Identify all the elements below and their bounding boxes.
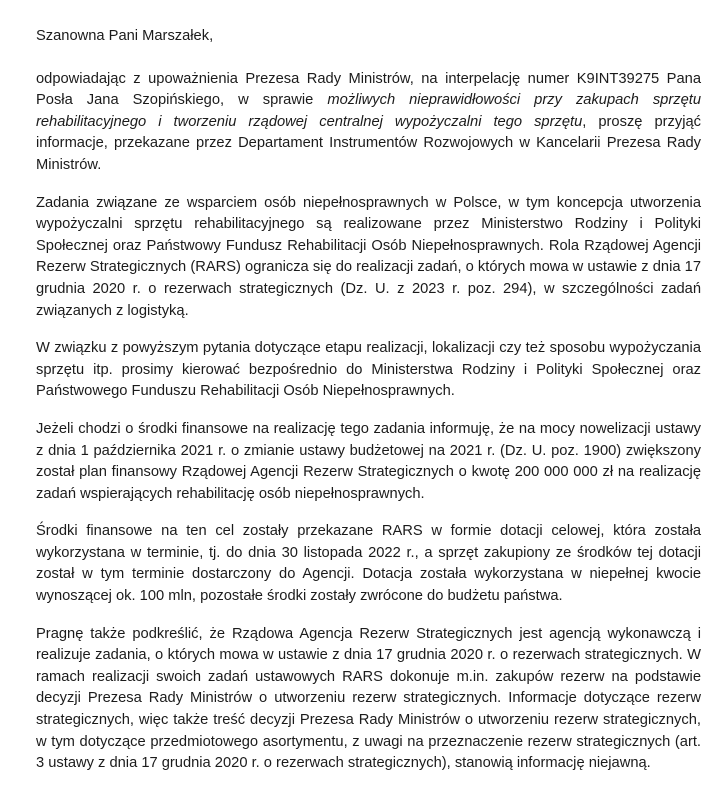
body-text: W związku z powyższym pytania dotyczące etapu realizacji, lokalizacji czy też sposobu wypożyczania sprzętu itp. prosimy kierować bezpośrednio do Ministerstwa Rodziny i Polityki Społecznej oraz Państwowego Funduszu Rehabilitacji Osób Niepełnosprawnych. [36, 340, 701, 400]
body-text: Środki finansowe na ten cel zostały przekazane RARS w formie dotacji celowej, która została wykorzystana w terminie, tj. do dnia 30 listopada 2022 r., a sprzęt zakupiony ze środków tej dotacji został w tym terminie dostarczony do Agencji. Dotacja została wykorzystana w niepełnej kwocie wynoszącej ok. 100 mln, pozostałe środki zostały zwrócone do budżetu państwa. [36, 523, 701, 605]
paragraph [36, 521, 701, 607]
paragraph [36, 69, 701, 177]
paragraph [36, 419, 701, 505]
body-text: , proszę przyjąć informacje, przekazane przez Departament Instrumentów Rozwojowych w Kancelarii Prezesa Rady Ministrów. [36, 113, 701, 173]
body-text: Pragnę także podkreślić, że Rządowa Agencja Rezerw Strategicznych jest agencją wykonawczą i realizuje zadania, o których mowa w ustawie z dnia 17 grudnia 2020 r. o rezerwach strategicznych. W ramach realizacji swoich zadań ustawowych RARS dokonuje m.in. zakupów rezerw na podstawie decyzji Prezesa Rady Ministrów o utworzeniu rezerw strategicznych. Informacje dotyczące rezerw strategicznych, więc także treść decyzji Prezesa Rady Ministrów o utworzeniu rezerw strategicznych, w tym dotyczące przedmiotowego asortymentu, z uwagi na przeznaczenie rezerw strategicznych (art. 3 ustawy z dnia 17 grudnia 2020 r. o rezerwach strategicznych), stanowią informację niejawną. [36, 625, 701, 772]
salutation: Szanowna Pani Marszałek, [36, 28, 214, 44]
paragraph [36, 193, 701, 323]
body-text: odpowiadając z upoważnienia Prezesa Rady Ministrów, na interpelację numer K9INT39275 Pana Posła Jana Szopińskiego, w sprawie [36, 70, 701, 109]
italic-text: możliwych nieprawidłowości przy zakupach sprzętu rehabilitacyjnego i tworzeniu rządowej centralnej wypożyczalni tego sprzętu [36, 92, 702, 130]
body-text: Jeżeli chodzi o środki finansowe na realizację tego zadania informuję, że na mocy nowelizacji ustawy z dnia 1 października 2021 r. o zmianie ustawy budżetowej na 2021 r. (Dz. U. poz. 1900) zwiększony został plan finansowy Rządowej Agencji Rezerw Strategicznych o kwotę 200 000 000 zł na realizację zadań wspierających rehabilitację osób niepełnosprawnych. [36, 420, 701, 502]
paragraph [36, 624, 701, 775]
paragraph [36, 338, 701, 403]
letter-body [36, 69, 701, 775]
body-text: Zadania związane ze wsparciem osób niepełnosprawnych w Polsce, w tym koncepcja utworzenia wypożyczalni sprzętu rehabilitacyjnego są realizowane przez Ministerstwo Rodziny i Polityki Społecznej oraz Państwowy Fundusz Rehabilitacji Osób Niepełnosprawnych. Rola Rządowej Agencji Rezerw Strategicznych (RARS) ogranicza się do realizacji zadań, o których mowa w ustawie z dnia 17 grudnia 2020 r. o rezerwach strategicznych (Dz. U. z 2023 r. poz. 294), w szczególności zadań związanych z logistyką. [36, 194, 701, 319]
